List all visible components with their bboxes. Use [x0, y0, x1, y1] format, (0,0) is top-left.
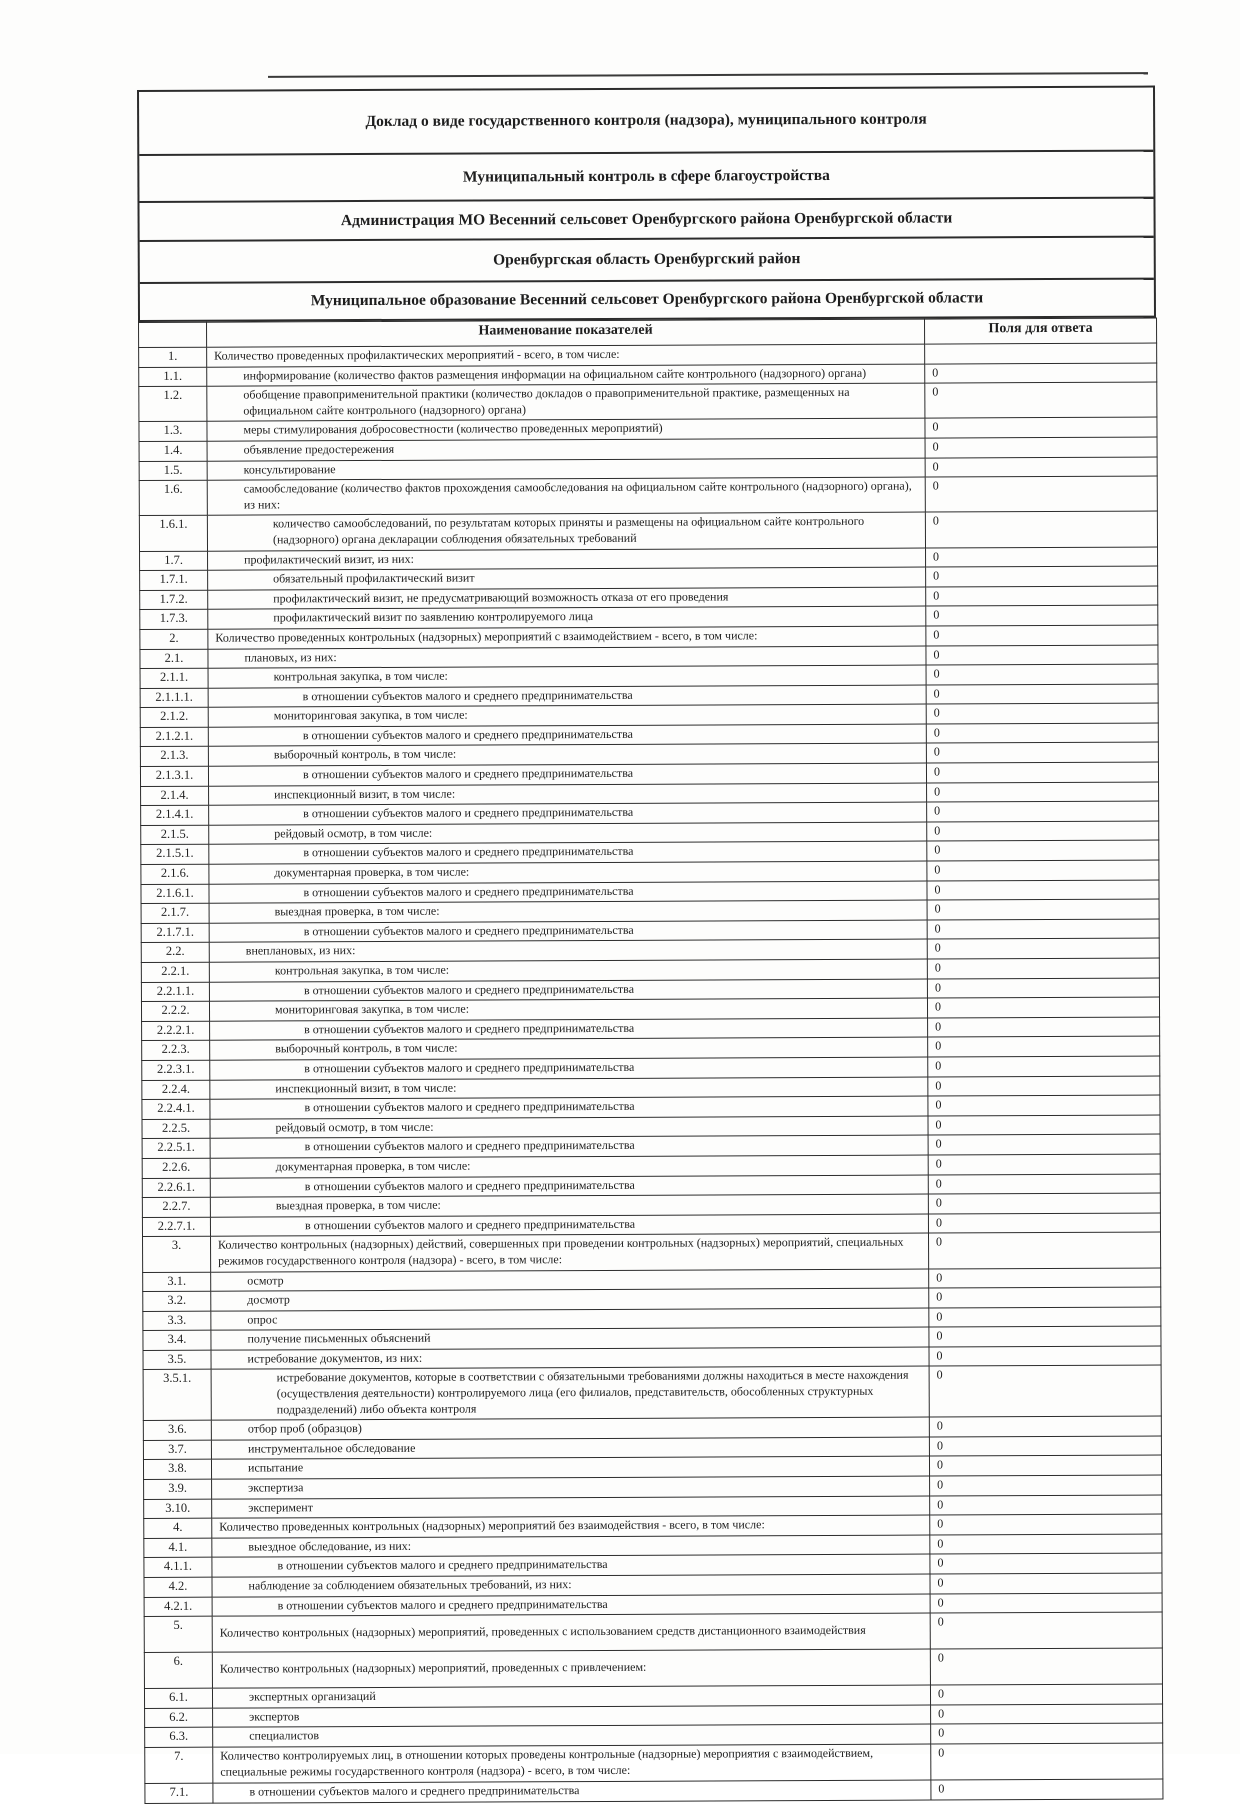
- indicator-name: рейдовый осмотр, в том числе:: [209, 822, 927, 845]
- indicator-name: Количество контрольных (надзорных) мероприятий, проведенных с использованием средств дистанционного взаимодействия: [212, 1613, 930, 1652]
- row-number: 2.1.1.: [140, 668, 208, 688]
- document-title-line: Муниципальное образование Весенний сельсовет Оренбургского района Оренбургской области: [140, 280, 1154, 322]
- indicator-name: выездная проверка, в том числе:: [209, 900, 927, 923]
- row-number: 2.1.: [140, 649, 208, 669]
- row-number: 2.2.1.: [141, 962, 209, 982]
- answer-value: 0: [929, 1307, 1161, 1328]
- row-number: 1.6.: [139, 480, 207, 515]
- indicator-name: внеплановых, из них:: [209, 939, 927, 962]
- answer-value: 0: [926, 684, 1158, 705]
- row-number: 2.2.: [141, 943, 209, 963]
- row-number: 4.: [144, 1518, 212, 1538]
- table-row: [139, 511, 1157, 551]
- answer-value: 0: [927, 899, 1159, 920]
- indicator-name: в отношении субъектов малого и среднего предпринимательства: [212, 1594, 930, 1617]
- table-row: [145, 1743, 1163, 1783]
- row-number: 2.1.4.: [141, 786, 209, 806]
- row-number: 2.2.3.: [142, 1041, 210, 1061]
- answer-value: 0: [925, 382, 1157, 418]
- row-number: 2.1.5.: [141, 825, 209, 845]
- row-number: 4.2.: [144, 1577, 212, 1597]
- indicator-name: экспертиза: [212, 1476, 930, 1499]
- indicator-name: Количество проведенных контрольных (надзорных) мероприятий с взаимодействием - всего, в том числе:: [208, 626, 926, 649]
- row-number: 2.1.2.1.: [140, 727, 208, 747]
- indicator-name: в отношении субъектов малого и среднего предпринимательства: [209, 881, 927, 904]
- indicator-name: в отношении субъектов малого и среднего предпринимательства: [208, 685, 926, 708]
- row-number: 6.2.: [145, 1708, 213, 1728]
- table-row: [139, 476, 1157, 516]
- row-number: 3.8.: [143, 1460, 211, 1480]
- indicator-name: выездное обследование, из них:: [212, 1535, 930, 1558]
- indicator-name: экспертных организаций: [212, 1685, 930, 1708]
- row-number: 3.4.: [143, 1330, 211, 1350]
- answer-value: 0: [929, 1416, 1161, 1437]
- scanned-document: [137, 86, 1162, 1804]
- answer-value: 0: [927, 938, 1159, 959]
- indicator-name: меры стимулирования добросовестности (количество проведенных мероприятий): [207, 418, 925, 441]
- row-number: 7.1.: [145, 1783, 213, 1803]
- answer-value: 0: [926, 664, 1158, 685]
- row-number: 2.1.5.1.: [141, 845, 209, 865]
- document-title-line: Оренбургская область Оренбургский район: [140, 238, 1154, 284]
- answer-value: 0: [926, 566, 1158, 587]
- row-number: 2.2.4.: [142, 1080, 210, 1100]
- indicator-name: информирование (количество фактов размещения информации на официальном сайте контрольного (надзорного) органа): [207, 364, 925, 387]
- row-number: 1.5.: [139, 461, 207, 481]
- answer-value: 0: [930, 1573, 1162, 1594]
- indicator-name: в отношении субъектов малого и среднего предпринимательства: [210, 1175, 928, 1198]
- answer-value: 0: [926, 625, 1158, 646]
- row-number: 3.6.: [143, 1420, 211, 1440]
- answer-value: 0: [925, 437, 1157, 458]
- indicator-name: отбор проб (образцов): [211, 1417, 929, 1440]
- row-number: 1.3.: [139, 422, 207, 442]
- row-number: 6.: [144, 1652, 212, 1688]
- answer-value: 0: [925, 417, 1157, 438]
- indicator-name: наблюдение за соблюдением обязательных требований, из них:: [212, 1574, 930, 1597]
- answer-value: 0: [930, 1648, 1162, 1685]
- indicator-name: профилактический визит, не предусматривающий возможность отказа от его проведения: [208, 587, 926, 610]
- answer-value: 0: [925, 476, 1157, 512]
- answer-value: 0: [929, 1366, 1161, 1418]
- answer-value: 0: [927, 782, 1159, 803]
- row-number: 3.9.: [144, 1479, 212, 1499]
- indicator-name: в отношении субъектов малого и среднего предпринимательства: [213, 1780, 931, 1803]
- table-row: [139, 382, 1157, 422]
- indicator-name: количество самообследований, по результатам которых приняты и размещены на официальном сайте контрольного (надзорного) органа декларации соблюдения обязательных требований: [207, 512, 925, 550]
- indicator-name: объявление предостережения: [207, 438, 925, 461]
- row-number: 2.1.6.: [141, 864, 209, 884]
- answer-value: 0: [928, 1017, 1160, 1038]
- answer-value: [925, 343, 1157, 364]
- answer-value: 0: [931, 1779, 1163, 1800]
- document-title-line: Администрация МО Весенний сельсовет Оренбургского района Оренбургской области: [139, 199, 1153, 242]
- indicator-name: в отношении субъектов малого и среднего предпринимательства: [210, 1096, 928, 1119]
- indicators-table: [138, 318, 1163, 1804]
- row-number: 2.2.3.1.: [142, 1060, 210, 1080]
- answer-value: 0: [927, 860, 1159, 881]
- row-number: 2.2.5.: [142, 1119, 210, 1139]
- indicator-name: в отношении субъектов малого и среднего предпринимательства: [208, 763, 926, 786]
- answer-value: 0: [925, 363, 1157, 384]
- answer-value: 0: [930, 1495, 1162, 1516]
- row-number: 6.1.: [144, 1688, 212, 1708]
- indicator-name: в отношении субъектов малого и среднего предпринимательства: [210, 1018, 928, 1041]
- row-number: 4.2.1.: [144, 1597, 212, 1617]
- table-row: [143, 1366, 1161, 1421]
- indicator-name: инструментальное обследование: [211, 1437, 929, 1460]
- row-number: 3.5.1.: [143, 1370, 211, 1421]
- answer-value: 0: [929, 1268, 1161, 1289]
- indicator-name: в отношении субъектов малого и среднего предпринимательства: [209, 920, 927, 943]
- row-number: 2.2.7.1.: [142, 1217, 210, 1237]
- indicator-name: в отношении субъектов малого и среднего предпринимательства: [208, 724, 926, 747]
- row-number: 5.: [144, 1616, 212, 1652]
- table-row: [145, 1779, 1163, 1803]
- answer-value: 0: [926, 605, 1158, 626]
- row-number: 4.1.: [144, 1538, 212, 1558]
- indicator-name: в отношении субъектов малого и среднего предпринимательства: [210, 1214, 928, 1237]
- row-number: 2.1.3.1.: [140, 766, 208, 786]
- answer-value: 0: [930, 1553, 1162, 1574]
- row-number: 3.2.: [143, 1291, 211, 1311]
- row-number: 3.7.: [143, 1440, 211, 1460]
- answer-value: 0: [928, 1213, 1160, 1234]
- indicator-name: инспекционный визит, в том числе:: [210, 1077, 928, 1100]
- row-number: 2.2.2.1.: [142, 1021, 210, 1041]
- answer-value: 0: [927, 958, 1159, 979]
- indicator-name: в отношении субъектов малого и среднего предпринимательства: [210, 1057, 928, 1080]
- answer-value: 0: [928, 1134, 1160, 1155]
- answer-value: 0: [928, 1076, 1160, 1097]
- row-number: 2.2.2.: [141, 1001, 209, 1021]
- indicator-name: мониторинговая закупка, в том числе:: [208, 704, 926, 727]
- row-number: 3.5.: [143, 1350, 211, 1370]
- answer-value: 0: [930, 1684, 1162, 1705]
- answer-value: 0: [930, 1514, 1162, 1535]
- answer-value: 0: [928, 1174, 1160, 1195]
- row-number: 2.1.7.1.: [141, 923, 209, 943]
- indicator-name: осмотр: [211, 1269, 929, 1292]
- answer-value: 0: [925, 511, 1157, 547]
- row-number: 1.7.3.: [140, 610, 208, 630]
- row-number: 7.: [145, 1747, 213, 1783]
- indicator-name: контрольная закупка, в том числе:: [209, 959, 927, 982]
- answer-value: 0: [926, 762, 1158, 783]
- indicator-name: эксперимент: [212, 1496, 930, 1519]
- title-block: [137, 86, 1156, 322]
- indicator-name: специалистов: [213, 1724, 931, 1747]
- indicator-name: плановых, из них:: [208, 646, 926, 669]
- answer-value: 0: [929, 1455, 1161, 1476]
- row-number: 2.2.4.1.: [142, 1099, 210, 1119]
- indicator-name: консультирование: [207, 458, 925, 481]
- answer-value: 0: [927, 840, 1159, 861]
- answer-value: 0: [928, 1115, 1160, 1136]
- indicator-name: Количество контрольных (надзорных) мероприятий, проведенных с привлечением:: [212, 1649, 930, 1688]
- row-number: 1.6.1.: [139, 516, 207, 551]
- row-number: 2.1.3.: [140, 747, 208, 767]
- table-row: [144, 1612, 1162, 1652]
- row-number: 2.2.5.1.: [142, 1139, 210, 1159]
- column-header-number: [139, 322, 207, 347]
- answer-value: 0: [927, 880, 1159, 901]
- indicator-name: Количество проведенных контрольных (надзорных) мероприятий без взаимодействия - всего, в том числе:: [212, 1515, 930, 1538]
- row-number: 3.1.: [143, 1272, 211, 1292]
- row-number: 2.2.6.1.: [142, 1178, 210, 1198]
- indicator-name: профилактический визит, из них:: [208, 548, 926, 571]
- indicator-name: рейдовый осмотр, в том числе:: [210, 1116, 928, 1139]
- indicator-name: досмотр: [211, 1288, 929, 1311]
- row-number: 2.1.7.: [141, 903, 209, 923]
- table-row: [143, 1232, 1161, 1272]
- indicator-name: выборочный контроль, в том числе:: [208, 744, 926, 767]
- answer-value: 0: [927, 821, 1159, 842]
- indicator-name: в отношении субъектов малого и среднего предпринимательства: [209, 802, 927, 825]
- row-number: 2.1.1.1.: [140, 688, 208, 708]
- indicator-name: контрольная закупка, в том числе:: [208, 665, 926, 688]
- answer-value: 0: [926, 703, 1158, 724]
- indicator-name: Количество контролируемых лиц, в отношении которых проведены контрольные (надзорные) мероприятия с взаимодействием, специальные режимы государственного контроля (надзора) - всего, в том числе:: [213, 1744, 931, 1783]
- answer-value: 0: [931, 1743, 1163, 1780]
- row-number: 1.7.: [140, 551, 208, 571]
- answer-value: 0: [928, 1056, 1160, 1077]
- indicator-name: профилактический визит по заявлению контролируемого лица: [208, 606, 926, 629]
- indicator-name: документарная проверка, в том числе:: [209, 861, 927, 884]
- indicator-name: испытание: [211, 1456, 929, 1479]
- row-number: 2.1.4.1.: [141, 805, 209, 825]
- answer-value: 0: [928, 1095, 1160, 1116]
- indicator-name: экспертов: [213, 1705, 931, 1728]
- answer-value: 0: [929, 1436, 1161, 1457]
- row-number: 3.10.: [144, 1499, 212, 1519]
- indicators-table-body: [139, 343, 1163, 1803]
- answer-value: 0: [925, 457, 1157, 478]
- row-number: 2.1.6.1.: [141, 884, 209, 904]
- answer-value: 0: [926, 723, 1158, 744]
- indicator-name: опрос: [211, 1308, 929, 1331]
- indicator-name: в отношении субъектов малого и среднего предпринимательства: [210, 1135, 928, 1158]
- answer-value: 0: [930, 1593, 1162, 1614]
- answer-value: 0: [930, 1612, 1162, 1649]
- indicator-name: обобщение правоприменительной практики (количество докладов о правоприменительной практике, размещенных на официальном сайте контрольного (надзорного) органа): [207, 383, 925, 421]
- row-number: 1.7.2.: [140, 590, 208, 610]
- answer-value: 0: [926, 586, 1158, 607]
- column-header-answer: Поля для ответа: [925, 318, 1157, 344]
- row-number: 1.2.: [139, 386, 207, 421]
- row-number: 3.: [143, 1237, 211, 1272]
- answer-value: 0: [928, 1036, 1160, 1057]
- indicator-name: в отношении субъектов малого и среднего предпринимательства: [212, 1554, 930, 1577]
- table-row: [144, 1648, 1162, 1688]
- indicator-name: получение письменных объяснений: [211, 1327, 929, 1350]
- row-number: 3.3.: [143, 1311, 211, 1331]
- scan-artifact-line: [268, 72, 1148, 78]
- answer-value: 0: [931, 1704, 1163, 1725]
- answer-value: 0: [930, 1475, 1162, 1496]
- indicator-name: Количество проведенных профилактических мероприятий - всего, в том числе:: [207, 344, 925, 367]
- row-number: 1.1.: [139, 367, 207, 387]
- indicator-name: мониторинговая закупка, в том числе:: [209, 998, 927, 1021]
- row-number: 2.1.2.: [140, 707, 208, 727]
- row-number: 2.2.6.: [142, 1158, 210, 1178]
- indicator-name: документарная проверка, в том числе:: [210, 1155, 928, 1178]
- answer-value: 0: [929, 1346, 1161, 1367]
- indicator-name: Количество контрольных (надзорных) действий, совершенных при проведении контрольных (надзорных) мероприятий, специальных режимов государственного контроля (надзора) - всего, в том числе:: [211, 1233, 929, 1271]
- column-header-indicator: Наименование показателей: [207, 319, 925, 347]
- answer-value: 0: [927, 801, 1159, 822]
- indicator-name: выездная проверка, в том числе:: [210, 1194, 928, 1217]
- answer-value: 0: [928, 1193, 1160, 1214]
- answer-value: 0: [927, 997, 1159, 1018]
- answer-value: 0: [931, 1723, 1163, 1744]
- row-number: 2.: [140, 629, 208, 649]
- indicator-name: в отношении субъектов малого и среднего предпринимательства: [209, 841, 927, 864]
- row-number: 1.4.: [139, 441, 207, 461]
- answer-value: 0: [929, 1326, 1161, 1347]
- answer-value: 0: [926, 645, 1158, 666]
- answer-value: 0: [926, 547, 1158, 568]
- document-title-line: Муниципальный контроль в сфере благоустройства: [139, 152, 1153, 203]
- row-number: 2.2.1.1.: [141, 982, 209, 1002]
- row-number: 4.1.1.: [144, 1558, 212, 1578]
- answer-value: 0: [929, 1287, 1161, 1308]
- document-title-line: Доклад о виде государственного контроля (надзора), муниципального контроля: [139, 88, 1153, 156]
- answer-value: 0: [928, 1232, 1160, 1268]
- indicator-name: инспекционный визит, в том числе:: [209, 783, 927, 806]
- indicator-name: обязательный профилактический визит: [208, 567, 926, 590]
- indicator-name: выборочный контроль, в том числе:: [210, 1037, 928, 1060]
- answer-value: 0: [930, 1534, 1162, 1555]
- indicator-name: истребование документов, из них:: [211, 1347, 929, 1370]
- answer-value: 0: [928, 1154, 1160, 1175]
- answer-value: 0: [927, 919, 1159, 940]
- row-number: 6.3.: [145, 1728, 213, 1748]
- answer-value: 0: [926, 743, 1158, 764]
- indicator-name: в отношении субъектов малого и среднего предпринимательства: [209, 979, 927, 1002]
- row-number: 1.7.1.: [140, 570, 208, 590]
- row-number: 1.: [139, 347, 207, 367]
- indicator-name: истребование документов, которые в соответствии с обязательными требованиями должны находиться в месте нахождения (осуществления деятельности) контролируемого лица (его филиалов, представительств, обособленных структурных подразделений) либо объекта контроля: [211, 1367, 929, 1421]
- answer-value: 0: [927, 978, 1159, 999]
- indicator-name: самообследование (количество фактов прохождения самообследования на официальном сайте контрольного (надзорного) органа), из них:: [207, 477, 925, 515]
- row-number: 2.2.7.: [142, 1197, 210, 1217]
